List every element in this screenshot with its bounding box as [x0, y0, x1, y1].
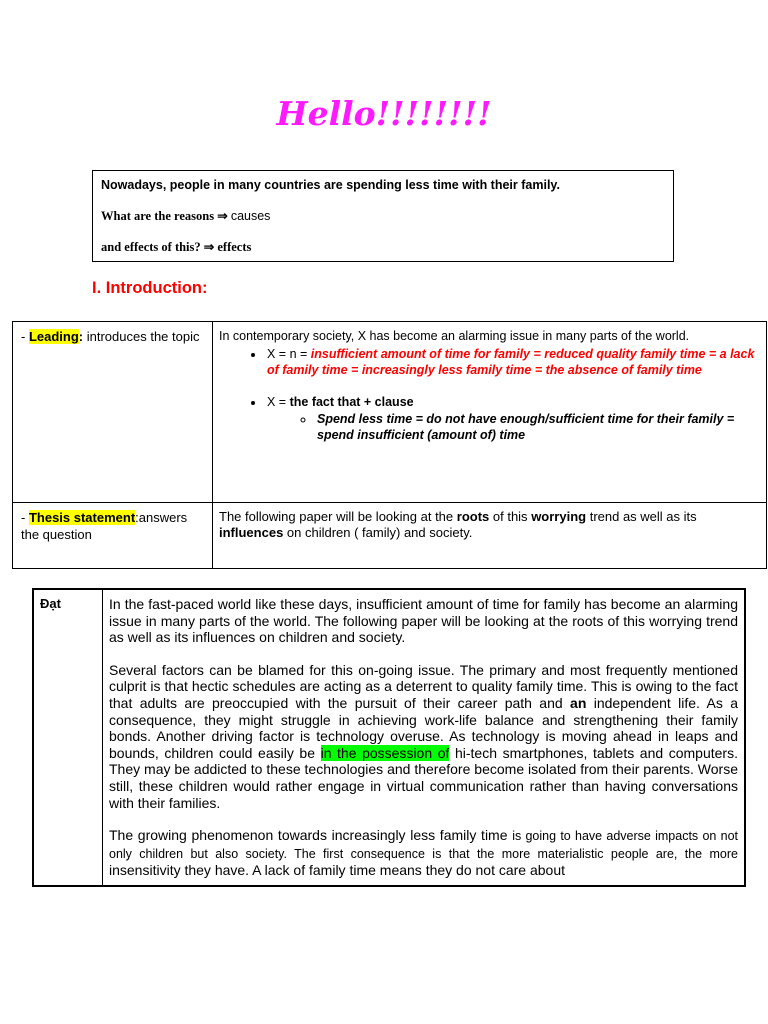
bullet-synonyms: • X = n = insufficient amount of time for family = reduced quality family time = a lack of family time = increasingly less family time = the absence of family time: [265, 346, 760, 378]
leading-row: [13, 322, 767, 503]
sub-bullet-spend-less-time: ◦ Spend less time = do not have enough/sufficient time for their family = spend insufficient (amount of) time: [315, 411, 760, 443]
thesis-row: [13, 503, 767, 569]
essay-table: [32, 588, 746, 887]
highlighted-phrase: in the possession of: [320, 744, 450, 761]
essay-author: Đạt: [33, 589, 103, 886]
thesis-content-cell: The following paper will be looking at the roots of this worrying trend as well as its influences on children ( family) and society.: [213, 503, 767, 569]
leading-content-cell: [213, 322, 767, 503]
thesis-label-cell: - Thesis statement:answers the question: [13, 503, 213, 569]
introduction-outline-table: [12, 321, 767, 569]
essay-text: [103, 589, 746, 886]
thesis-description: :answers the question: [21, 510, 188, 542]
thesis-label: Thesis statement: [28, 510, 136, 525]
question-box: [92, 170, 674, 262]
leading-intro-line: In contemporary society, X has become an alarming issue in many parts of the world.: [219, 329, 690, 343]
essay-paragraph-2: Several factors can be blamed for this on-going issue. The primary and most frequently mentioned culprit is that hectic schedules are acting as a deterrent to quality family time. This is owing to the fact that adults are preoccupied with the pursuit of their career path and an independent life. As a consequence, they might struggle in achieving work-life balance and strengthening their family bonds. Another driving factor is technology overuse. As technology is moving ahead in leaps and bounds, children could easily be in the possession of hi-tech smartphones, tablets and computers. They may be addicted to these technologies and therefore become isolated from their parents. Worse still, these children would rather engage in virtual communication rather than having conversations with their families.: [109, 661, 738, 811]
question-reasons-line: What are the reasons ⇒ causes: [101, 209, 271, 223]
page-title: Hello!!!!!!!!: [276, 94, 492, 133]
bullet-fact-that: • X = the fact that + clause ◦ Spend less time = do not have enough/sufficient time for their family = spend insufficient (amount of) time: [265, 394, 760, 443]
question-effects-line: and effects of this? ⇒ effects: [101, 240, 252, 254]
leading-label-cell: - Leading: introduces the topic: [13, 322, 213, 503]
sub-bullets: [267, 411, 760, 443]
section-heading: I. Introduction:: [92, 279, 208, 297]
essay-paragraph-3: The growing phenomenon towards increasingly less family time is going to have adverse impacts on not only children but also society. The first consequence is that the more materialistic people are, the more insensitivity they have. A lack of family time means they do not care about: [109, 827, 738, 879]
leading-label: Leading: [28, 329, 79, 344]
leading-description: introduces the topic: [83, 329, 200, 344]
leading-bullets: [219, 346, 760, 443]
essay-row: [33, 589, 745, 886]
question-prompt: Nowadays, people in many countries are spending less time with their family.: [101, 178, 560, 192]
essay-paragraph-1: In the fast-paced world like these days, insufficient amount of time for family has become an alarming issue in many parts of the world. The following paper will be looking at the roots of this worrying trend as well as its influences on children and society.: [109, 596, 738, 646]
